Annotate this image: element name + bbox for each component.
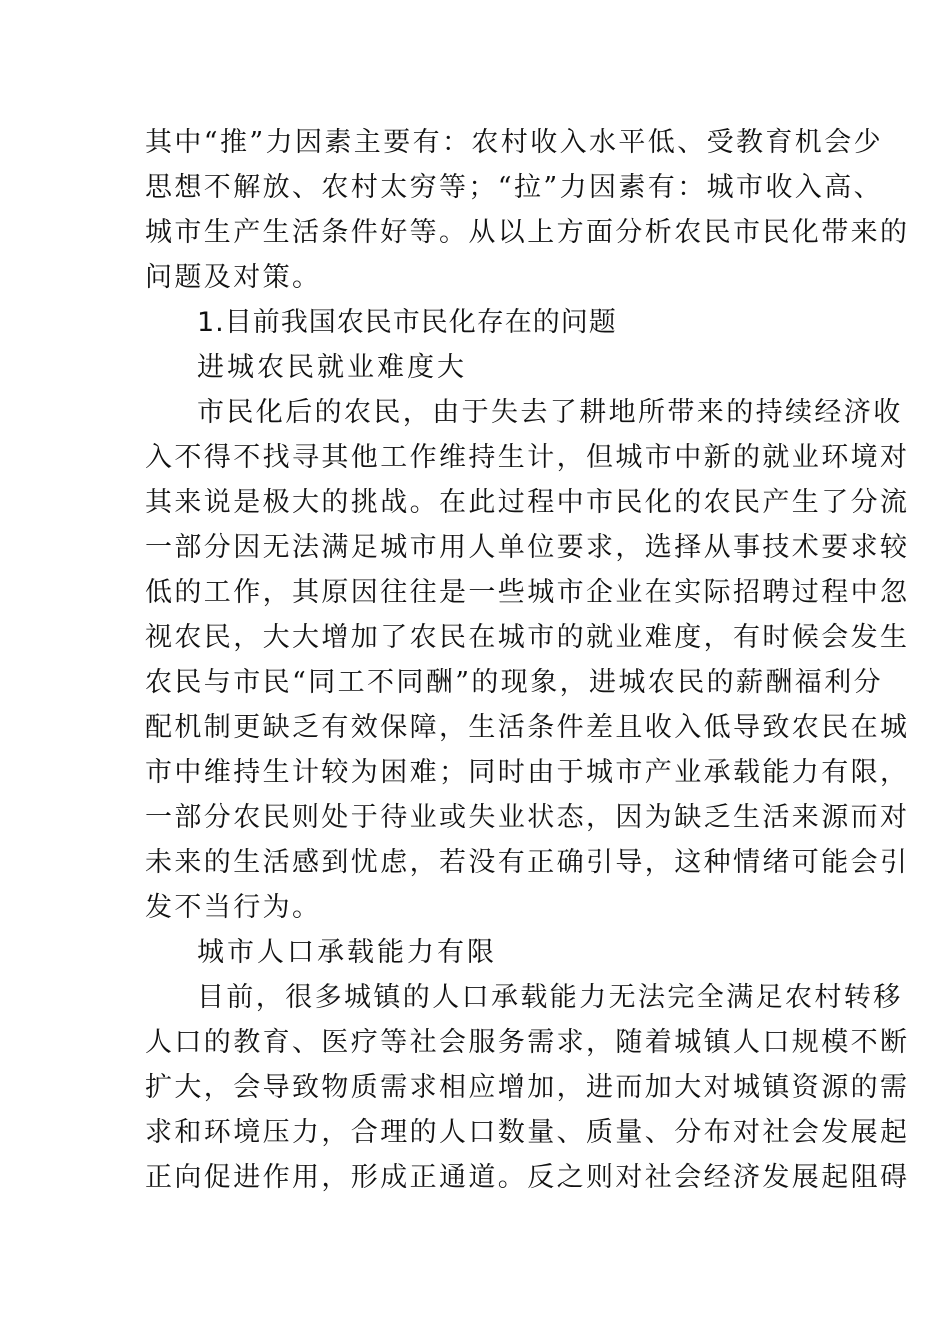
subheading-employment: 进城农民就业难度大 (197, 352, 467, 383)
paragraph-1-line-7: 农民与市民“同工不同酬”的现象，进城农民的薪酬福利分 (145, 667, 884, 698)
intro-line-4: 问题及对策。 (145, 262, 322, 293)
paragraph-1-line-12: 发不当行为。 (145, 892, 322, 923)
document-page (145, 120, 910, 1200)
intro-line-2: 思想不解放、农村太穷等；“拉”力因素有：城市收入高、 (145, 172, 884, 203)
paragraph-1-line-1: 市民化后的农民，由于失去了耕地所带来的持续经济收 (197, 397, 903, 428)
paragraph-1-line-2: 入不得不找寻其他工作维持生计，但城市中新的就业环境对 (145, 442, 910, 473)
paragraph-1-line-11: 未来的生活感到忧虑，若没有正确引导，这种情绪可能会引 (145, 847, 910, 878)
paragraph-2-line-4: 求和环境压力，合理的人口数量、质量、分布对社会发展起 (145, 1117, 910, 1148)
paragraph-2-line-3: 扩大，会导致物质需求相应增加，进而加大对城镇资源的需 (145, 1072, 910, 1103)
paragraph-1-line-4: 一部分因无法满足城市用人单位要求，选择从事技术要求较 (145, 532, 910, 563)
paragraph-1-line-10: 一部分农民则处于待业或失业状态，因为缺乏生活来源而对 (145, 802, 910, 833)
paragraph-1-line-9: 市中维持生计较为困难；同时由于城市产业承载能力有限， (145, 757, 910, 788)
intro-line-1: 其中“推”力因素主要有：农村收入水平低、受教育机会少 (145, 127, 884, 158)
paragraph-2-line-1: 目前，很多城镇的人口承载能力无法完全满足农村转移 (197, 982, 903, 1013)
subheading-capacity: 城市人口承载能力有限 (197, 937, 497, 968)
paragraph-1-line-3: 其来说是极大的挑战。在此过程中市民化的农民产生了分流 (145, 487, 910, 518)
paragraph-1-line-5: 低的工作，其原因往往是一些城市企业在实际招聘过程中忽 (145, 577, 910, 608)
paragraph-2-line-5: 正向促进作用，形成正通道。反之则对社会经济发展起阻碍 (145, 1162, 910, 1193)
section-heading: 1.目前我国农民市民化存在的问题 (197, 307, 617, 338)
paragraph-1-line-6: 视农民，大大增加了农民在城市的就业难度，有时候会发生 (145, 622, 910, 653)
intro-line-3: 城市生产生活条件好等。从以上方面分析农民市民化带来的 (145, 217, 910, 248)
paragraph-1-line-8: 配机制更缺乏有效保障，生活条件差且收入低导致农民在城 (145, 712, 910, 743)
paragraph-2-line-2: 人口的教育、医疗等社会服务需求，随着城镇人口规模不断 (145, 1027, 910, 1058)
